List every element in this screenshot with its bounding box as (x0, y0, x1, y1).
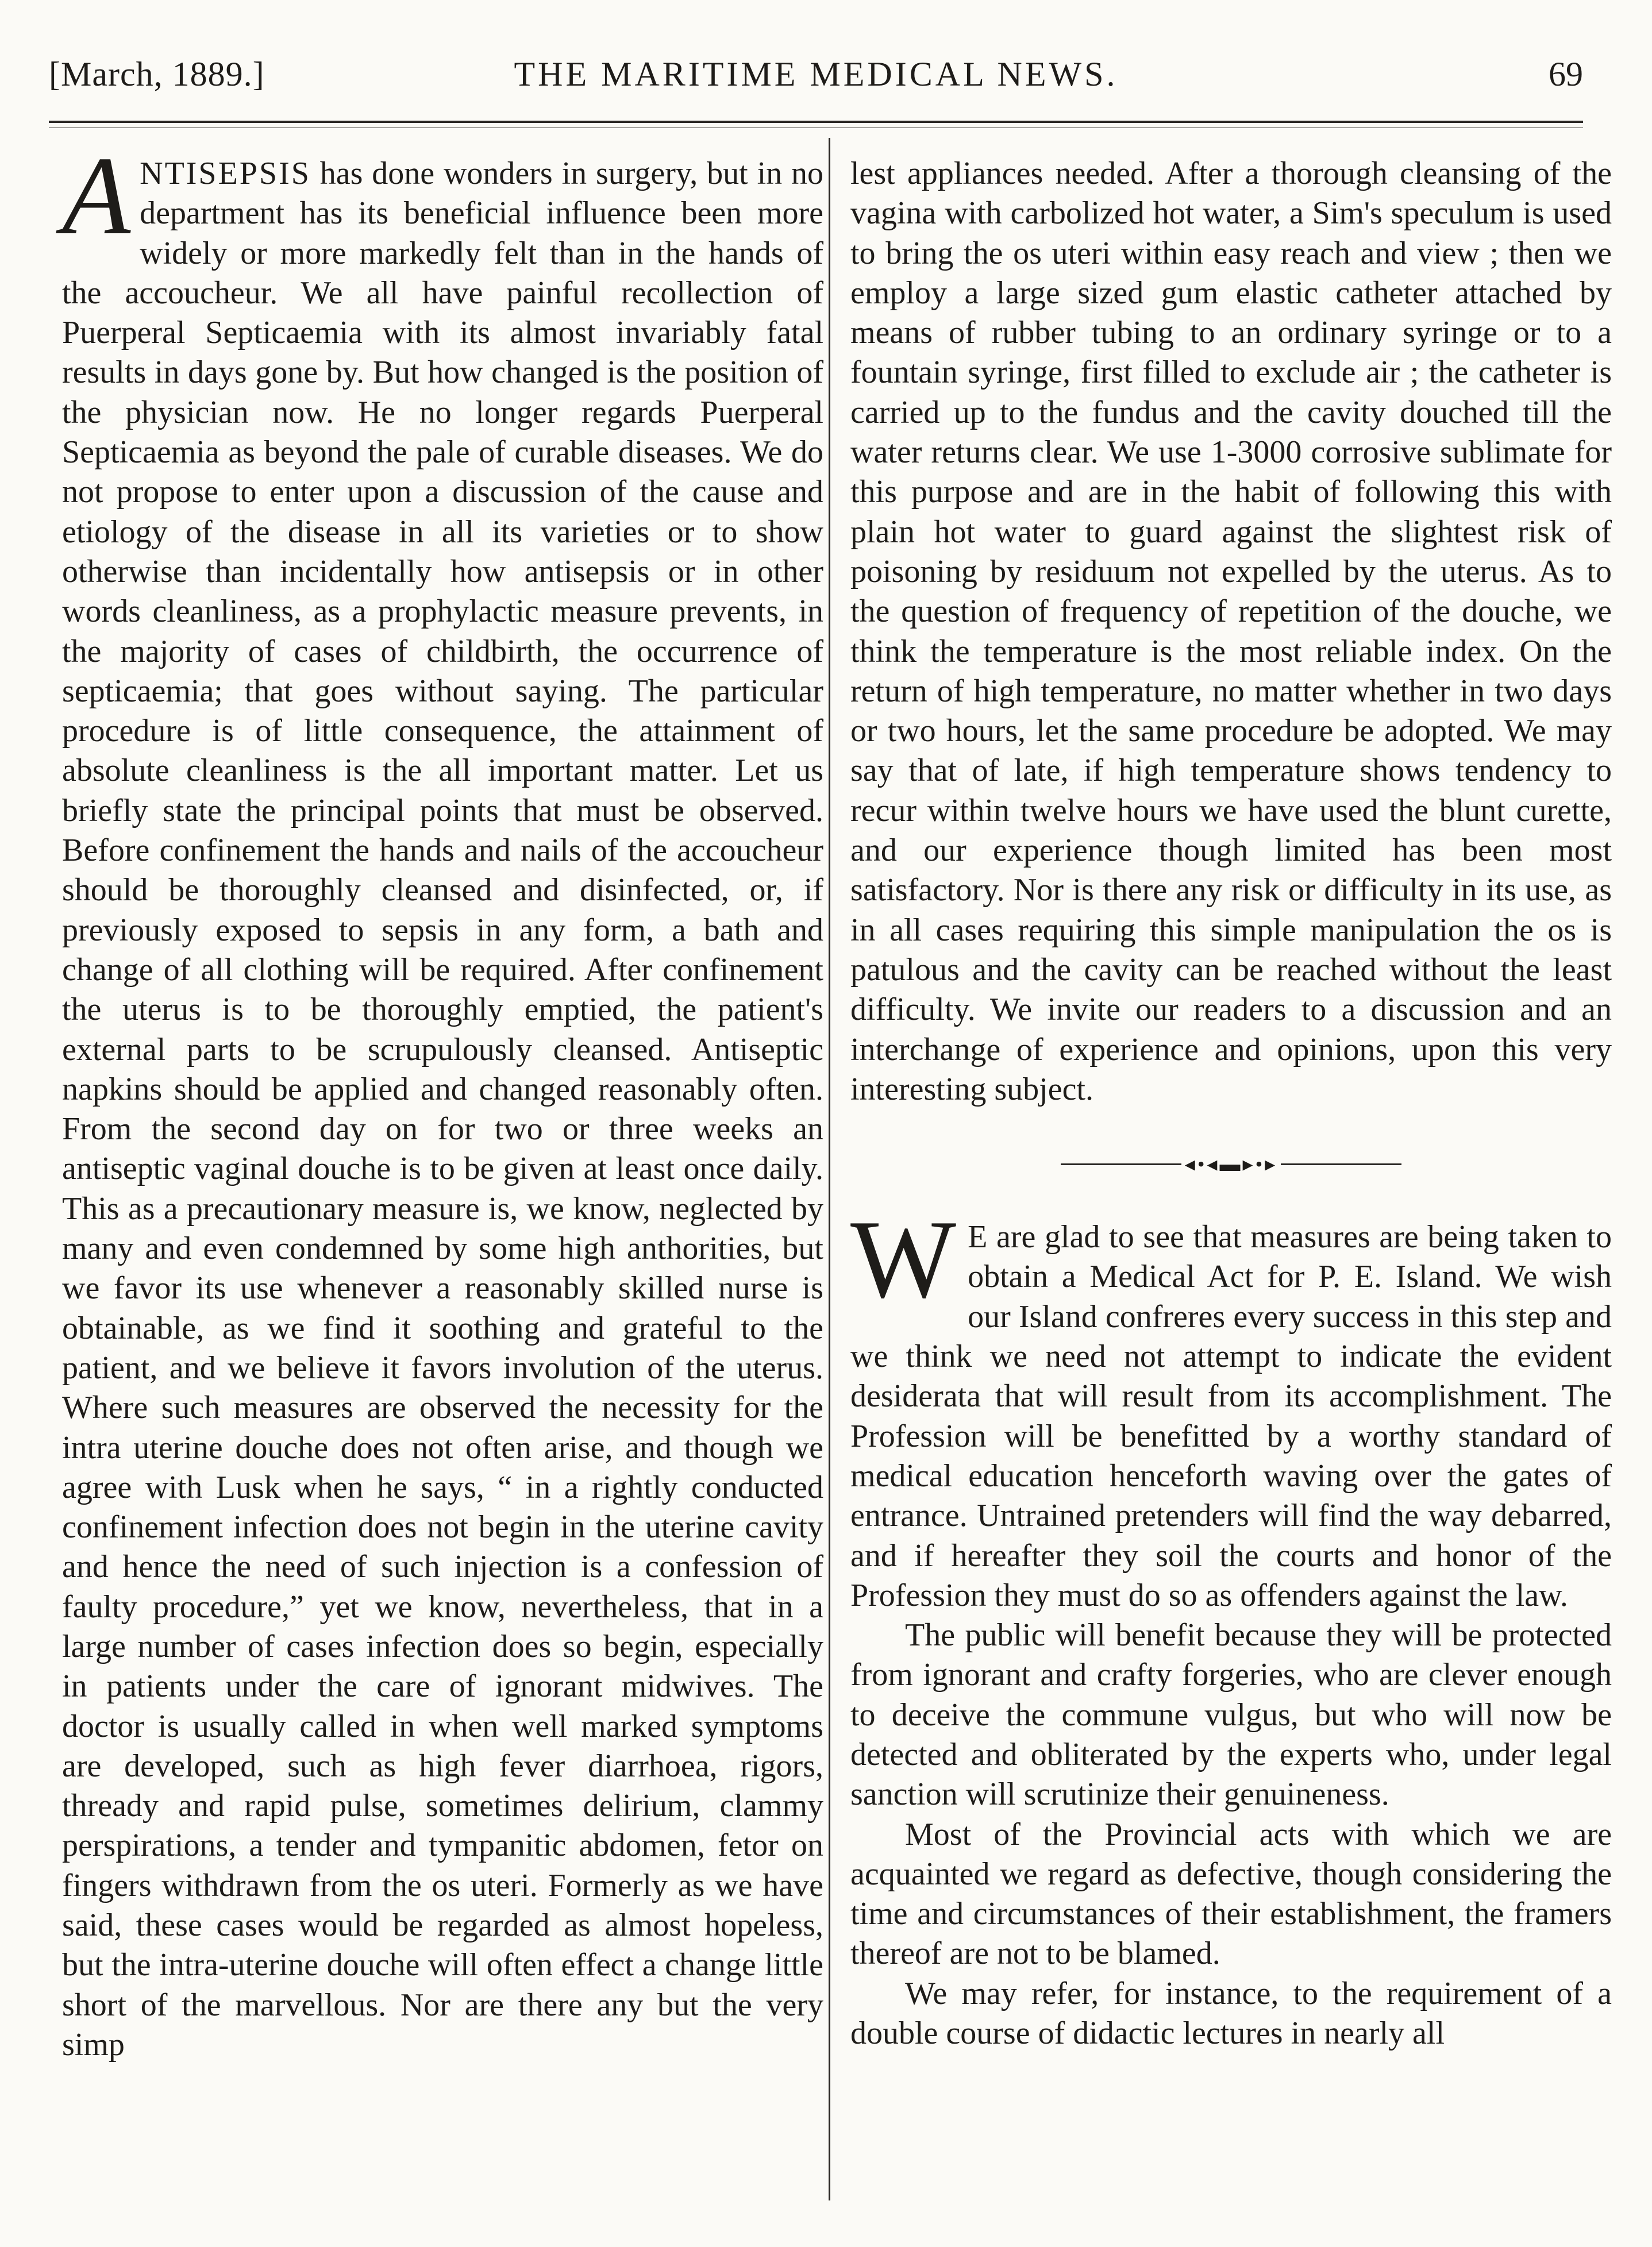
left-column (62, 134, 823, 2065)
antisepsis-text: has done wonders in surgery, but in no department has its beneficial influence been more widely or more markedly felt than in the hands of the accoucheur. We all have painful recollection of Puerperal Septicaemia with its almost invariably fatal results in days gone by. But how changed is the position of the physician now. He no longer regards Puerperal Septicaemia as beyond the pale of curable diseases. We do not propose to enter upon a discussion of the cause and etiology of the disease in all its varieties or to show otherwise than incidentally how antisepsis or in other words cleanliness, as a prophylactic measure prevents, in the majority of cases of childbirth, the occurrence of septicaemia; that goes without saying. The particular procedure is of little consequence, the attainment of absolute cleanliness is the all important matter. Let us briefly state the principal points that must be observed. Before confinement the hands and nails of the accoucheur should be thoroughly cleansed and disinfected, or, if previously exposed to sepsis in any form, a bath and change of all clothing will be required. After confinement the uterus is to be thoroughly emptied, the patient's external parts to be scrupulously cleansed. Antiseptic napkins should be applied and changed reasonably often. From the second day on for two or three weeks an antiseptic vaginal douche is to be given at least once daily. This as a precautionary measure is, we know, neglected by many and even condemned by some high anthorities, but we favor its use whenever a reasonably skilled nurse is obtainable, as we find it soothing and grateful to the patient, and we believe it favors involution of the uterus. Where such measures are observed the necessity for the intra uterine douche does not often arise, and though we agree with Lusk when he says, “ in a rightly conducted confinement infection does not begin in the uterine cavity and hence the need of such injection is a confession of faulty procedure,” yet we know, nevertheless, that in a large number of cases infection does so begin, especially in patients under the care of ignorant midwives. The doctor is usually called in when well marked symptoms are developed, such as high fever diarrhoea, rigors, thready and rapid pulse, sometimes delirium, clammy perspirations, a tender and tympanitic abdomen, fetor on fingers withdrawn from the os uteri. Formerly as we have said, these cases would be regarded as almost hopeless, but the intra-uterine douche will often effect a change little short of the marvellous. Nor are there any but the very simp (62, 156, 823, 2063)
medical-act-paragraph-3: Most of the Provincial acts with which we are acquainted we regard as defective, though considering the time and circumstances of their establishment, the framers thereof are not to be blamed. (850, 1816, 1612, 1972)
section-separator (850, 1153, 1612, 1176)
medical-act-paragraph-4: We may refer, for instance, to the requirement of a double course of didactic lectures in nearly all (850, 1975, 1612, 2052)
separator-line-left (1061, 1163, 1181, 1165)
medical-act-paragraph-2: The public will benefit because they will be protected from ignorant and crafty forgeries, who are clever enough to deceive the commune vulgus, but who will now be detected and obliterated by the experts who, under legal sanction will scrutinize their genuineness. (850, 1617, 1612, 1813)
running-header (49, 55, 1583, 118)
column-divider (829, 138, 830, 2200)
right-column (850, 154, 1612, 2053)
drop-cap-a: A (62, 134, 131, 258)
separator-line-right (1281, 1163, 1401, 1165)
medical-act-paragraph-1 (850, 1197, 1612, 1616)
header-rule (49, 121, 1583, 123)
antisepsis-continuation: lest appliances needed. After a thorough cleansing of the vagina with carbolized hot water, a Sim's speculum is used to bring the os uteri within easy reach and view ; then we employ a large sized gum elastic catheter attached by means of rubber tubing to an ordinary syringe or to a fountain syringe, first filled to exclude air ; the catheter is carried up to the fundus and the cavity douched till the water returns clear. We use 1-3000 corrosive sublimate for this purpose and are in the habit of following this with plain hot water to guard against the slightest risk of poisoning by residuum not expelled by the uterus. As to the question of frequency of repetition of the douche, we think the temperature is the most reliable index. On the return of high temperature, no matter whether in two days or two hours, let the same procedure be adopted. We may say that of late, if high temperature shows tendency to recur within twelve hours we have used the blunt curette, and our experience though limited has been most satisfactory. Nor is there any risk or difficulty in its use, as in all cases requiring this simple manipulation the os is patulous and the cavity can be reached without the least difficulty. We invite our readers to a discussion and an interchange of experience and opinions, upon this very interesting subject. (850, 156, 1612, 1107)
journal-title: THE MARITIME MEDICAL NEWS. (514, 55, 1118, 93)
issue-date: [March, 1889.] (49, 55, 265, 93)
antisepsis-paragraph (62, 134, 823, 2065)
separator-ornament: ◂•◂▬▸•▸ (1184, 1153, 1278, 1176)
page-number: 69 (1549, 55, 1583, 93)
medical-act-text: E are glad to see that measures are being taken to obtain a Medical Act for P. E. Island. We wish our Island confreres every success in this step and we think we need not attempt to indicate the evident desiderata that will result from its accomplishment. The Profession will be benefitted by a worthy standard of medical education henceforth waving over the gates of entrance. Untrained pretenders will find the way debarred, and if hereafter they soil the courts and honor of the Profession they must do so as offenders against the law. (850, 1219, 1612, 1613)
lead-word: NTISEPSIS (140, 156, 311, 191)
drop-cap-w: W (850, 1197, 957, 1322)
